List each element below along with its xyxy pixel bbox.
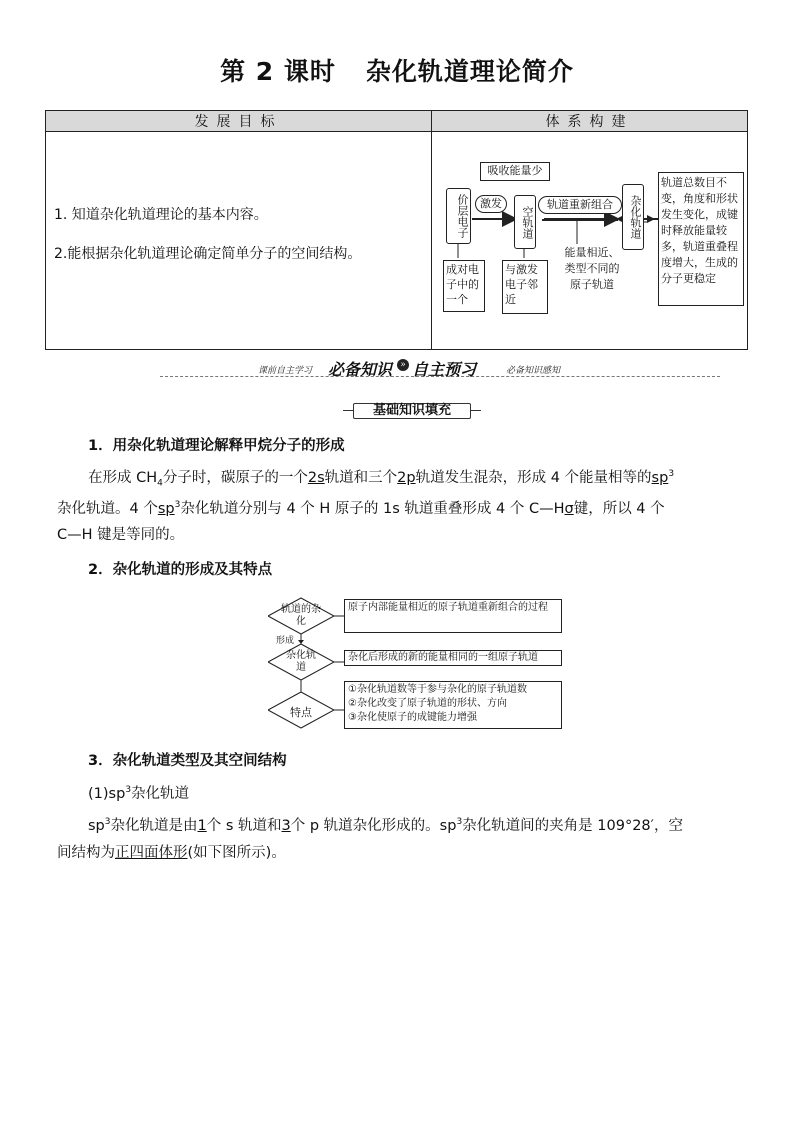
concept-map-cell	[432, 132, 748, 350]
node-pair-electron: 成对电子中的一个	[443, 260, 485, 312]
section-banner	[160, 357, 720, 379]
section-label	[343, 401, 481, 421]
t: 杂化轨道间的夹角是 109°28′，空	[462, 817, 683, 834]
system-header: 体系构建	[432, 111, 748, 132]
node-similar-energy: 能量相近、类型不同的原子轨道	[560, 244, 624, 310]
t: 3	[174, 500, 181, 510]
banner-main-1: 必备知识	[328, 360, 393, 379]
s3-line-1	[88, 807, 683, 842]
s3-heading: 3．杂化轨道类型及其空间结构	[88, 753, 287, 769]
t: 在形成 CH	[88, 469, 158, 486]
lesson-topic: 杂化轨道理论简介	[365, 57, 574, 86]
t: 间结构为	[57, 845, 115, 861]
t: 4	[157, 478, 163, 489]
t: (1)sp	[88, 785, 126, 802]
banner-main-2: 自主预习	[412, 360, 477, 379]
blank: 2s	[307, 469, 325, 486]
blank: 2p	[397, 469, 416, 486]
blank: 1	[197, 817, 207, 834]
goal-item-2: 2.能根据杂化轨道理论确定简单分子的空间结构。	[54, 246, 362, 262]
node-adjacent: 与激发电子邻近	[502, 260, 548, 314]
lesson-number: 第 2 课时	[220, 57, 336, 86]
d3-desc	[344, 681, 562, 729]
t: 杂化轨道。4 个	[57, 500, 158, 517]
s1-line-3: C—H 键是等同的。	[57, 527, 185, 543]
node-result: 轨道总数目不变，角度和形状发生变化，成键时释放能量较多，轨道重叠程度增大，生成的分子更稳定	[658, 172, 744, 306]
node-excite: 激发	[475, 195, 507, 213]
t: 3	[456, 817, 463, 827]
feature-3: ③杂化使原子的成键能力增强	[348, 712, 477, 723]
blank: 正四面体形	[115, 845, 188, 861]
s2-heading: 2．杂化轨道的形成及其特点	[88, 562, 273, 578]
d1-label: 轨道的杂化	[281, 604, 321, 627]
s3-sub	[88, 775, 189, 810]
goal-header: 发展目标	[46, 111, 432, 132]
goal-table	[45, 110, 748, 350]
t: 3	[125, 785, 132, 795]
node-empty-orbital: 空轨道	[514, 195, 536, 249]
banner-divider-icon: »	[397, 359, 409, 371]
t: 个 s 轨道和	[206, 817, 282, 834]
d1-desc: 原子内部能量相近的原子轨道重新组合的过程	[344, 599, 562, 633]
goal-cell	[46, 132, 432, 350]
banner-right: 必备知识感知	[506, 366, 561, 376]
t: 3	[104, 817, 111, 827]
s3-line-2	[57, 838, 286, 869]
arrow-head	[298, 640, 304, 644]
t: 个 p 轨道杂化形成的。sp	[290, 817, 457, 834]
node-hybrid-orbital: 杂化轨道	[622, 184, 644, 250]
feature-1: ①杂化轨道数等于参与杂化的原子轨道数	[348, 684, 527, 695]
t: 轨道发生混杂，形成 4 个能量相等的	[415, 469, 652, 486]
banner-left: 课前自主学习	[258, 366, 313, 376]
blank: sp	[157, 500, 175, 517]
node-recombine: 轨道重新组合	[538, 196, 622, 214]
d2-label: 杂化轨道	[286, 650, 316, 673]
section-label-text: 基础知识填充	[353, 403, 471, 419]
s1-heading: 1．用杂化轨道理论解释甲烷分子的形成	[88, 438, 345, 454]
node-absorb-energy: 吸收能量少	[480, 162, 550, 181]
t: sp	[88, 817, 105, 834]
arrow-label: 形成	[276, 636, 295, 646]
d2-desc: 杂化后形成的新的能量相同的一组原子轨道	[344, 650, 562, 666]
page-title	[0, 52, 794, 88]
d3-label: 特点	[290, 706, 312, 719]
blank: σ	[564, 500, 574, 517]
t: (如下图所示)。	[187, 845, 286, 861]
blank: 3	[281, 817, 291, 834]
t: 分子时，碳原子的一个	[162, 469, 308, 486]
t: 3	[668, 469, 675, 479]
t: 键，所以 4 个	[573, 500, 665, 517]
node-valence-electron: 价层电子	[446, 188, 471, 244]
feature-2: ②杂化改变了原子轨道的形状、方向	[348, 698, 507, 709]
t: 杂化轨道	[131, 785, 190, 802]
t: 杂化轨道分别与 4 个 H 原子的 1s 轨道重叠形成 4 个 C—H	[180, 500, 565, 517]
t: 杂化轨道是由	[110, 817, 198, 834]
blank: sp	[651, 469, 669, 486]
t: 轨道和三个	[324, 469, 398, 486]
goal-item-1: 1. 知道杂化轨道理论的基本内容。	[54, 207, 268, 223]
